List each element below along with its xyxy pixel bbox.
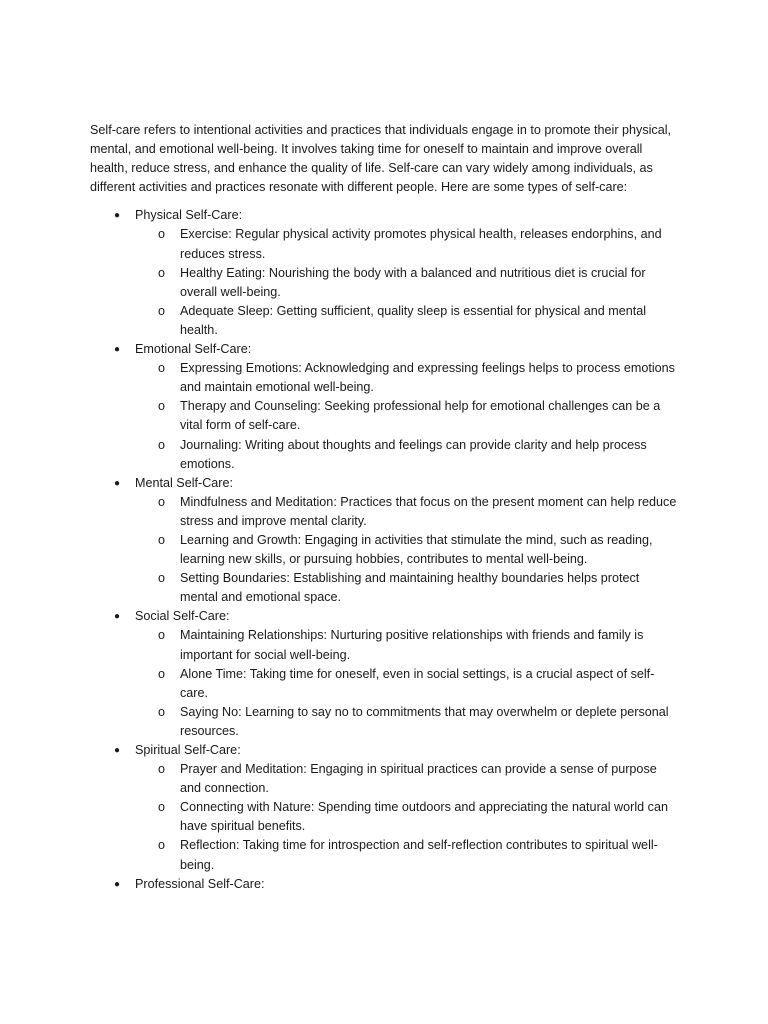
- circle-bullet-icon: o: [158, 532, 166, 547]
- sub-item-text: Journaling: Writing about thoughts and feelings can provide clarity and help process emotions.: [180, 437, 647, 471]
- sub-item: [135, 225, 678, 263]
- bullet-icon: ●: [114, 210, 121, 222]
- sub-item-text: Therapy and Counseling: Seeking professional help for emotional challenges can be a vital form of self-care.: [180, 399, 661, 433]
- section-title: Emotional Self-Care:: [135, 342, 252, 357]
- circle-bullet-icon: o: [158, 227, 166, 242]
- circle-bullet-icon: o: [158, 704, 166, 719]
- section-sublist: [135, 626, 678, 741]
- sub-item: [135, 760, 678, 798]
- self-care-types-list: [90, 206, 678, 893]
- circle-bullet-icon: o: [158, 800, 166, 815]
- bullet-icon: ●: [114, 611, 121, 623]
- section-item: [90, 206, 678, 340]
- section-item: [90, 607, 678, 741]
- circle-bullet-icon: o: [158, 399, 166, 414]
- sub-item: [135, 264, 678, 302]
- circle-bullet-icon: o: [158, 303, 166, 318]
- sub-item-text: Saying No: Learning to say no to commitments that may overwhelm or deplete personal resources.: [180, 704, 669, 738]
- sub-item-text: Adequate Sleep: Getting sufficient, quality sleep is essential for physical and mental health.: [180, 303, 647, 337]
- sub-item: [135, 436, 678, 474]
- section-title: Spiritual Self-Care:: [135, 743, 241, 757]
- section-item: [90, 474, 678, 608]
- circle-bullet-icon: o: [158, 762, 166, 777]
- circle-bullet-icon: o: [158, 494, 166, 509]
- bullet-icon: ●: [114, 477, 121, 489]
- sub-item: [135, 626, 678, 664]
- sub-item: [135, 359, 678, 397]
- sub-item: [135, 397, 678, 435]
- circle-bullet-icon: o: [158, 265, 166, 280]
- bullet-icon: ●: [114, 878, 121, 890]
- sub-item: [135, 493, 678, 531]
- circle-bullet-icon: o: [158, 666, 166, 681]
- circle-bullet-icon: o: [158, 361, 166, 376]
- section-item: [90, 741, 678, 875]
- section-sublist: [135, 225, 678, 340]
- sub-item: [135, 569, 678, 607]
- section-sublist: [135, 760, 678, 875]
- section-title: Professional Self-Care:: [135, 876, 265, 891]
- sub-item-text: Reflection: Taking time for introspection and self-reflection contributes to spiritual well-being.: [180, 838, 658, 872]
- sub-item-text: Expressing Emotions: Acknowledging and expressing feelings helps to process emotions and maintain emotional well-being.: [180, 361, 675, 395]
- sub-item-text: Prayer and Meditation: Engaging in spiritual practices can provide a sense of purpose and connection.: [180, 762, 657, 796]
- sub-item-text: Connecting with Nature: Spending time outdoors and appreciating the natural world can have spiritual benefits.: [180, 800, 668, 834]
- section-sublist: [135, 493, 678, 608]
- sub-item: [135, 703, 678, 741]
- circle-bullet-icon: o: [158, 628, 166, 643]
- sub-item: [135, 836, 678, 874]
- circle-bullet-icon: o: [158, 838, 166, 853]
- section-title: Social Self-Care:: [135, 609, 230, 624]
- intro-paragraph: Self-care refers to intentional activities and practices that individuals engage in to promote their physical, mental, and emotional well-being. It involves taking time for oneself to maintain and improve overall health, reduce stress, and enhance the quality of life. Self-care can vary widely among individuals, as different activities and practices resonate with different people. Here are some types of self-care:: [90, 123, 672, 195]
- section-title: Mental Self-Care:: [135, 475, 233, 490]
- sub-item: [135, 302, 678, 340]
- section-sublist: [135, 359, 678, 474]
- bullet-icon: ●: [114, 344, 121, 356]
- circle-bullet-icon: o: [158, 437, 166, 452]
- sub-item-text: Alone Time: Taking time for oneself, even in social settings, is a crucial aspect of self-care.: [180, 666, 655, 700]
- sub-item-text: Learning and Growth: Engaging in activities that stimulate the mind, such as reading, learning new skills, or pursuing hobbies, contributes to mental well-being.: [180, 532, 653, 567]
- sub-item: [135, 798, 678, 836]
- sub-item-text: Mindfulness and Meditation: Practices that focus on the present moment can help reduce stress and improve mental clarity.: [180, 494, 677, 528]
- sub-item-text: Maintaining Relationships: Nurturing positive relationships with friends and family is important for social well-being.: [180, 628, 644, 662]
- sub-item: [135, 531, 678, 569]
- sub-item: [135, 665, 678, 703]
- section-item: [90, 875, 678, 894]
- sub-item-text: Setting Boundaries: Establishing and maintaining healthy boundaries helps protect mental and emotional space.: [180, 571, 640, 605]
- document-page: [90, 121, 678, 894]
- sub-item-text: Exercise: Regular physical activity promotes physical health, releases endorphins, and reduces stress.: [180, 227, 662, 261]
- section-title: Physical Self-Care:: [135, 208, 243, 223]
- section-item: [90, 340, 678, 474]
- sub-item-text: Healthy Eating: Nourishing the body with a balanced and nutritious diet is crucial for overall well-being.: [180, 265, 646, 299]
- circle-bullet-icon: o: [158, 571, 166, 586]
- bullet-icon: ●: [114, 745, 121, 756]
